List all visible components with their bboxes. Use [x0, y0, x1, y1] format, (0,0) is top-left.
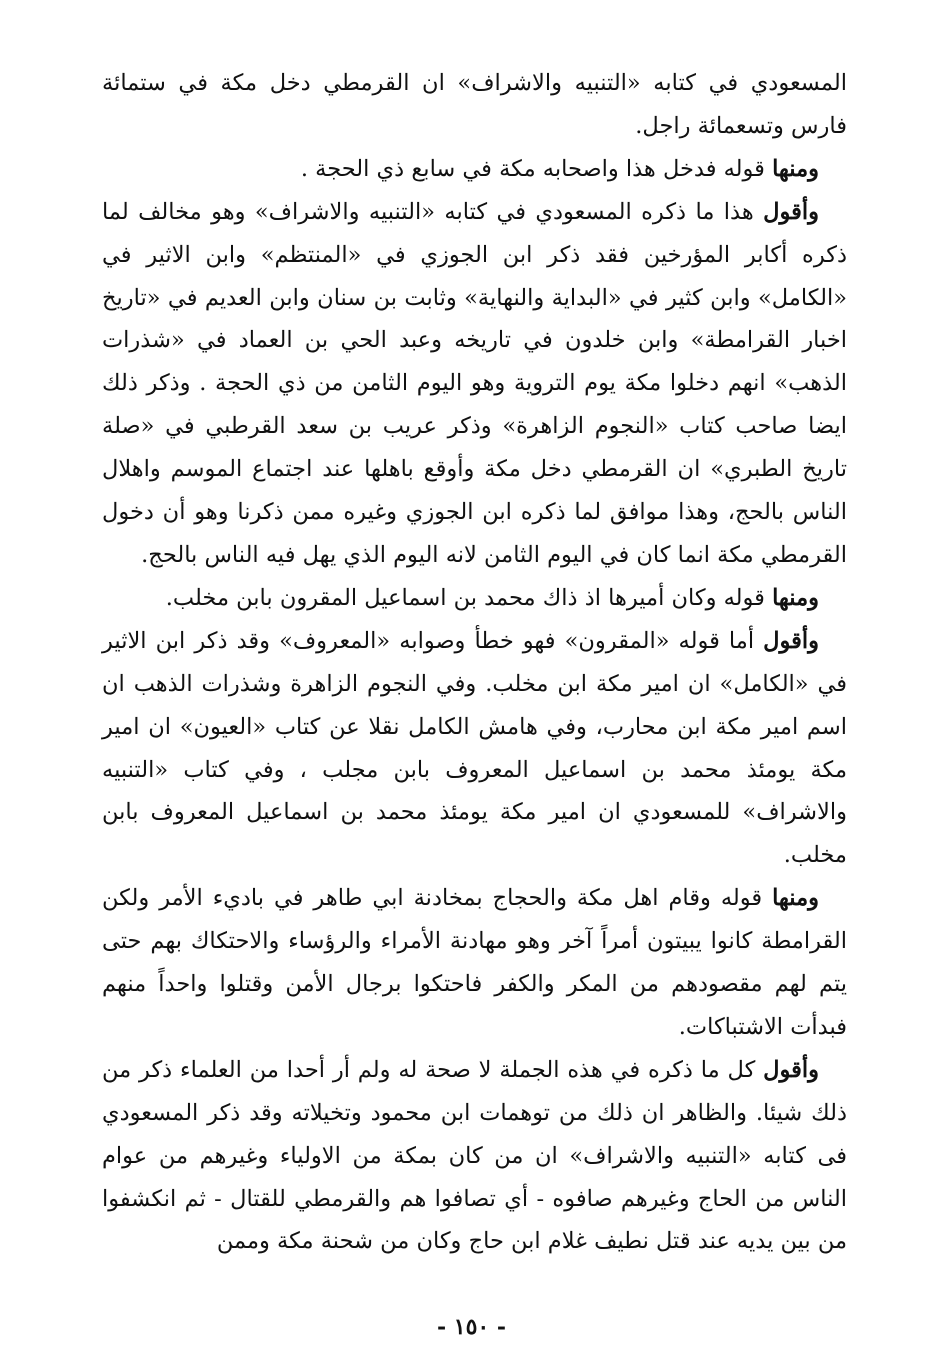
paragraph-text: قوله وقام اهل مكة والحجاج بمخادنة ابي طاهر في باديء الأمر ولكن القرامطة كانوا يبيتون أمراً آخر وهو مهادنة الأمراء والرؤساء والاحتكاك بهم حتى يتم لهم مقصودهم من المكر والكفر فاحتكوا برجال الأمن وقتلوا واحداً منهم فبدأت الاشتباكات. — [102, 885, 847, 1040]
paragraph-lead: وأقول — [763, 198, 819, 225]
paragraph-2 — [102, 148, 847, 191]
paragraph-text: كل ما ذكره في هذه الجملة لا صحة له ولم أر أحدا من العلماء ذكر من ذلك شيئا. والظاهر ان ذلك من توهمات ابن محمود وتخيلاته وقد ذكر المسعودي فى كتابه «التنبيه والاشراف» ان من كان بمكة من الاولياء وغيرهم من عوام الناس من الحاج وغيرهم صافوه - أي تصافوا هم والقرمطي للقتال - ثم انكشفوا من بين يديه عند قتل نطيف غلام ابن حاج وكان من شحنة مكة وممن — [102, 1056, 847, 1255]
page-number: - ١٥٠ - — [436, 1314, 507, 1340]
paragraph-4 — [102, 577, 847, 620]
paragraph-lead: وأقول — [763, 1056, 819, 1083]
paragraph-text: أما قوله «المقرون» فهو خطأ وصوابه «المعروف» وقد ذكر ابن الاثير في «الكامل» ان امير مكة ابن مخلب. وفي النجوم الزاهرة وشذرات الذهب ان اسم امير مكة ابن محارب، وفي هامش الكامل نقلا عن كتاب «العيون» ان امير مكة يومئذ محمد بن اسماعيل المعروف بابن مجلب ، وفي كتاب «التنبيه والاشراف» للمسعودي ان امير مكة يومئذ محمد بن اسماعيل المعروف بابن مخلب. — [102, 627, 847, 869]
paragraph-3 — [102, 191, 847, 577]
paragraph-lead: وأقول — [763, 627, 819, 654]
paragraph-text: قوله وكان أميرها اذ ذاك محمد بن اسماعيل المقرون بابن مخلب. — [165, 584, 773, 611]
paragraph-text: المسعودي في كتابه «التنبيه والاشراف» ان القرمطي دخل مكة في ستمائة فارس وتسعمائة راجل. — [102, 70, 847, 139]
paragraph-lead: ومنها — [772, 885, 819, 912]
paragraph-1 — [102, 62, 847, 148]
paragraph-text: هذا ما ذكره المسعودي في كتابه «التنبيه والاشراف» وهو مخالف لما ذكره أكابر المؤرخين فقد ذكر ابن الجوزي في «المنتظم» وابن الاثير في «الكامل» وابن كثير في «البداية والنهاية» وثابت بن سنان وابن العديم في «تاريخ اخبار القرامطة» وابن خلدون في تاريخه وعبد الحي بن العماد في «شذرات الذهب» انهم دخلوا مكة يوم التروية وهو اليوم الثامن من ذي الحجة . وذكر ذلك ايضا صاحب كتاب «النجوم الزاهرة» وذكر عريب بن سعد القرطبي في «صلة تاريخ الطبري» ان القرمطي دخل مكة وأوقع باهلها عند اجتماع الموسم واهلال الناس بالحج، وهذا موافق لما ذكره ابن الجوزي وغيره ممن ذكرنا وهو أن دخول القرمطي مكة انما كان في اليوم الثامن لانه اليوم الذي يهل فيه الناس بالحج. — [102, 198, 847, 568]
paragraph-lead: ومنها — [772, 584, 819, 611]
paragraph-6 — [102, 877, 847, 1049]
page-body — [102, 62, 847, 1263]
paragraph-text: قوله فدخل هذا واصحابه مكة في سابع ذي الحجة . — [300, 155, 773, 182]
paragraph-7 — [102, 1049, 847, 1264]
paragraph-lead: ومنها — [772, 155, 819, 182]
paragraph-5 — [102, 620, 847, 877]
